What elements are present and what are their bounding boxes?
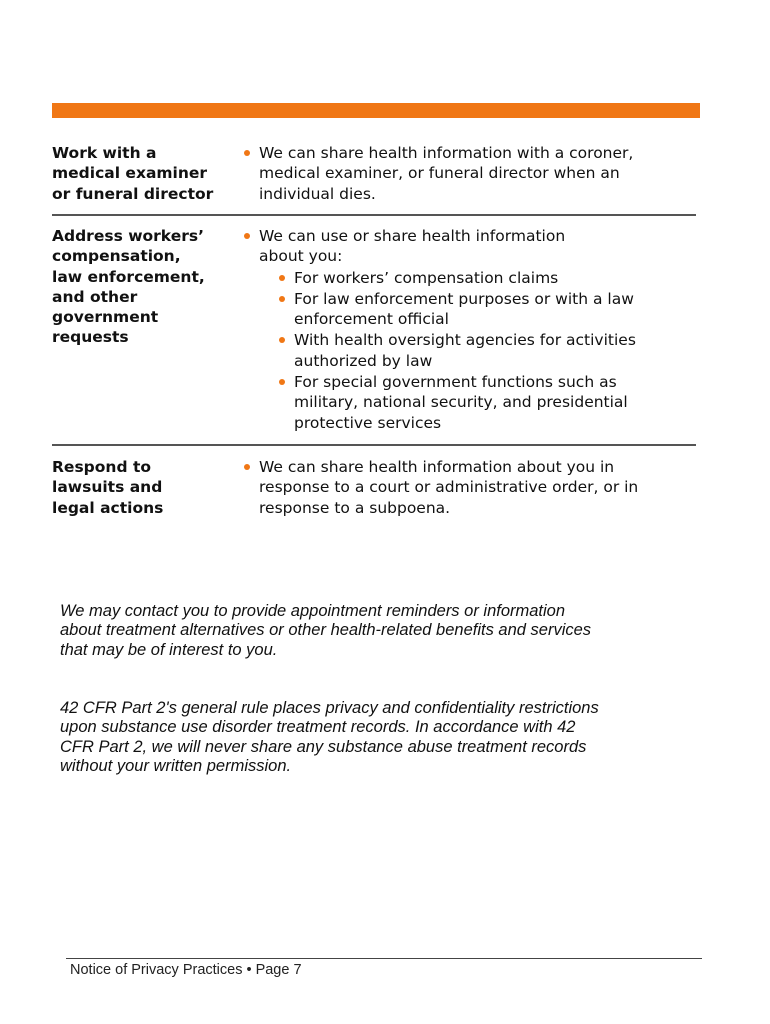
cfr-paragraph (60, 699, 710, 776)
section-heading (52, 226, 232, 348)
paragraph-line: that may be of interest to you. (60, 640, 278, 659)
section-content (244, 226, 704, 433)
bullet-dot-icon (244, 150, 250, 156)
bullet-dot-icon (279, 379, 285, 385)
bullet-item (244, 457, 704, 518)
sub-bullet-item (279, 268, 704, 288)
bullet-line: authorized by law (294, 351, 433, 370)
bullet-line: For special government functions such as (294, 373, 617, 392)
bullet-line: For law enforcement purposes or with a law (294, 289, 634, 308)
footer-divider (66, 958, 702, 959)
bullet-dot-icon (279, 296, 285, 302)
section-content (244, 143, 704, 204)
bullet-line: medical examiner, or funeral director when an (259, 164, 620, 183)
paragraph-line: 42 CFR Part 2's general rule places privacy and confidentiality restrictions (60, 699, 599, 717)
bullet-line: response to a court or administrative order, or in (259, 478, 639, 497)
heading-line: or funeral director (52, 184, 214, 203)
bullet-line: individual dies. (259, 184, 376, 203)
sub-bullet-item (279, 372, 704, 433)
heading-line: lawsuits and (52, 478, 163, 497)
section-lawsuits (52, 457, 696, 527)
sub-bullet-item (279, 330, 704, 371)
bullet-item (244, 226, 704, 267)
bullet-dot-icon (244, 233, 250, 239)
heading-line: compensation, (52, 247, 181, 266)
bullet-line: We can use or share health information (259, 227, 566, 245)
orange-header-bar (52, 103, 700, 118)
bullet-line: With health oversight agencies for activities (294, 331, 636, 350)
heading-line: legal actions (52, 498, 164, 517)
bullet-line: We can share health information about you in (259, 458, 615, 476)
paragraph-line: upon substance use disorder treatment records. In accordance with 42 (60, 718, 576, 737)
heading-line: government (52, 308, 159, 327)
bullet-dot-icon (244, 464, 250, 470)
heading-line: medical examiner (52, 164, 208, 183)
heading-line: Respond to (52, 458, 152, 476)
heading-line: Address workers’ (52, 227, 204, 245)
bullet-line: We can share health information with a coroner, (259, 144, 634, 162)
bullet-line: response to a subpoena. (259, 498, 451, 517)
bullet-dot-icon (279, 337, 285, 343)
section-heading (52, 143, 232, 204)
paragraph-line: We may contact you to provide appointment reminders or information (60, 602, 566, 620)
bullet-line: protective services (294, 413, 442, 432)
bullet-line: military, national security, and presidential (294, 393, 628, 412)
contact-paragraph (60, 602, 710, 660)
heading-line: law enforcement, (52, 267, 205, 286)
section-heading (52, 457, 232, 518)
bullet-line: For workers’ compensation claims (294, 268, 559, 287)
heading-line: and other (52, 287, 138, 306)
bullet-line: enforcement official (294, 310, 449, 329)
bullet-dot-icon (279, 275, 285, 281)
heading-line: Work with a (52, 144, 157, 162)
paragraph-line: about treatment alternatives or other health-related benefits and services (60, 621, 592, 640)
bullet-item (244, 143, 704, 204)
paragraph-line: without your written permission. (60, 756, 292, 775)
bullet-line: about you: (259, 247, 343, 266)
page-footer: Notice of Privacy Practices • Page 7 (70, 962, 302, 978)
heading-line: requests (52, 328, 129, 347)
section-medical-examiner (52, 143, 696, 216)
sub-bullet-item (279, 289, 704, 330)
section-content (244, 457, 704, 518)
section-workers-compensation (52, 226, 696, 446)
paragraph-line: CFR Part 2, we will never share any substance abuse treatment records (60, 737, 587, 756)
